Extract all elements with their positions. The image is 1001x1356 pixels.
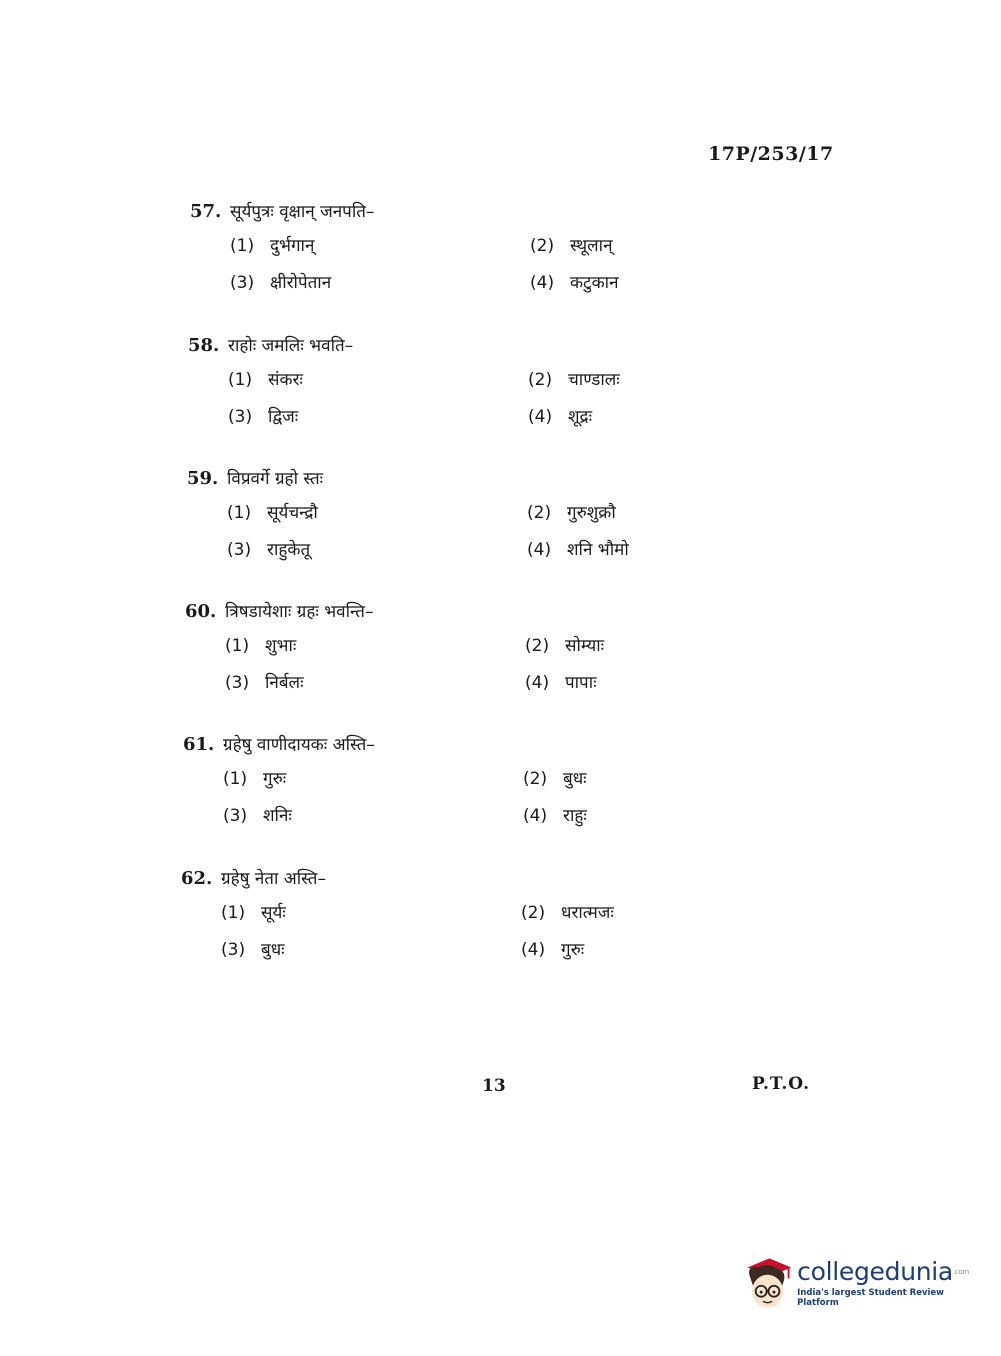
pto-label: P.T.O.	[752, 1074, 810, 1094]
option-number: (2)	[528, 370, 553, 390]
option-2	[530, 233, 790, 256]
option-text: चाण्डालः	[568, 370, 620, 390]
option-number: (3)	[223, 806, 248, 826]
question-62	[181, 866, 861, 974]
option-text: पापाः	[565, 673, 597, 693]
option-text: निर्बलः	[265, 673, 304, 693]
option-text: बुधः	[563, 769, 587, 789]
option-text: शूद्रः	[568, 407, 593, 427]
option-number: (1)	[228, 370, 253, 390]
question-text: त्रिषडायेशाः ग्रहः भवन्ति–	[225, 602, 374, 622]
page-number: 13	[482, 1076, 506, 1096]
option-1	[228, 367, 528, 390]
collegedunia-logo[interactable]	[742, 1248, 972, 1318]
option-4	[528, 404, 788, 427]
option-text: सूर्यः	[261, 903, 286, 923]
brand-text: collegedunia	[797, 1257, 953, 1286]
option-3	[221, 937, 521, 960]
question-61	[183, 732, 863, 840]
question-number: 61.	[183, 734, 215, 755]
question-59	[187, 466, 867, 574]
option-4	[530, 270, 790, 293]
option-4	[521, 937, 781, 960]
option-2	[521, 900, 781, 923]
option-text: गुरुः	[561, 940, 585, 960]
option-text: गुरुशुक्रौ	[567, 503, 616, 523]
brand-tagline: India's largest Student Review Platform	[797, 1288, 945, 1308]
question-number: 59.	[187, 468, 219, 489]
option-text: गुरुः	[263, 769, 287, 789]
option-1	[227, 500, 527, 523]
option-3	[225, 670, 525, 693]
option-number: (3)	[221, 940, 246, 960]
option-4	[523, 803, 783, 826]
option-2	[525, 633, 785, 656]
option-number: (3)	[227, 540, 252, 560]
option-number: (1)	[230, 236, 255, 256]
option-1	[230, 233, 530, 256]
option-1	[223, 766, 523, 789]
question-text: राहोः जमलिः भवति–	[228, 336, 354, 356]
question-text: ग्रहेषु नेता अस्ति–	[221, 869, 326, 889]
option-text: राहुः	[563, 806, 587, 826]
option-2	[523, 766, 783, 789]
option-number: (2)	[523, 769, 548, 789]
option-number: (4)	[521, 940, 546, 960]
option-text: शनि भौमो	[567, 540, 629, 560]
option-text: संकरः	[268, 370, 303, 390]
question-text: विप्रवर्गे ग्रहो स्तः	[227, 469, 324, 489]
option-number: (4)	[530, 273, 555, 293]
option-text: बुधः	[261, 940, 285, 960]
option-number: (2)	[525, 636, 550, 656]
option-text: धरात्मजः	[561, 903, 614, 923]
option-number: (2)	[527, 503, 552, 523]
paper-code: 17P/253/17	[708, 143, 834, 165]
option-text: शुभाः	[265, 636, 297, 656]
question-number: 57.	[190, 201, 222, 222]
option-text: राहुकेतू	[267, 540, 311, 560]
option-3	[228, 404, 528, 427]
question-number: 58.	[188, 335, 220, 356]
option-number: (2)	[530, 236, 555, 256]
option-text: क्षीरोपेतान	[270, 273, 332, 293]
option-number: (4)	[523, 806, 548, 826]
brand-suffix: .com	[952, 1268, 969, 1276]
option-text: स्थूलान्	[570, 236, 613, 256]
option-1	[221, 900, 521, 923]
option-4	[527, 537, 787, 560]
option-number: (1)	[223, 769, 248, 789]
brand-name	[797, 1258, 972, 1286]
option-text: शनिः	[263, 806, 292, 826]
option-3	[227, 537, 527, 560]
option-text: सूर्यचन्द्रौ	[267, 503, 318, 523]
option-2	[528, 367, 788, 390]
option-1	[225, 633, 525, 656]
option-2	[527, 500, 787, 523]
option-number: (3)	[230, 273, 255, 293]
option-number: (4)	[527, 540, 552, 560]
option-number: (4)	[525, 673, 550, 693]
question-60	[185, 599, 865, 707]
option-text: द्विजः	[268, 407, 299, 427]
question-58	[188, 333, 868, 441]
question-57	[190, 199, 870, 307]
option-3	[230, 270, 530, 293]
option-text: कटुकान	[570, 273, 619, 293]
option-4	[525, 670, 785, 693]
option-number: (2)	[521, 903, 546, 923]
student-mascot-icon	[742, 1250, 793, 1316]
option-number: (1)	[227, 503, 252, 523]
option-number: (4)	[528, 407, 553, 427]
option-number: (1)	[225, 636, 250, 656]
question-number: 60.	[185, 601, 217, 622]
question-text: सूर्यपुत्रः वृक्षान् जनपति–	[230, 202, 375, 222]
option-number: (3)	[228, 407, 253, 427]
option-text: सोम्याः	[565, 636, 605, 656]
option-text: दुर्भगान्	[270, 236, 315, 256]
option-3	[223, 803, 523, 826]
option-number: (3)	[225, 673, 250, 693]
question-text: ग्रहेषु वाणीदायकः अस्ति–	[223, 735, 375, 755]
question-number: 62.	[181, 868, 213, 889]
option-number: (1)	[221, 903, 246, 923]
